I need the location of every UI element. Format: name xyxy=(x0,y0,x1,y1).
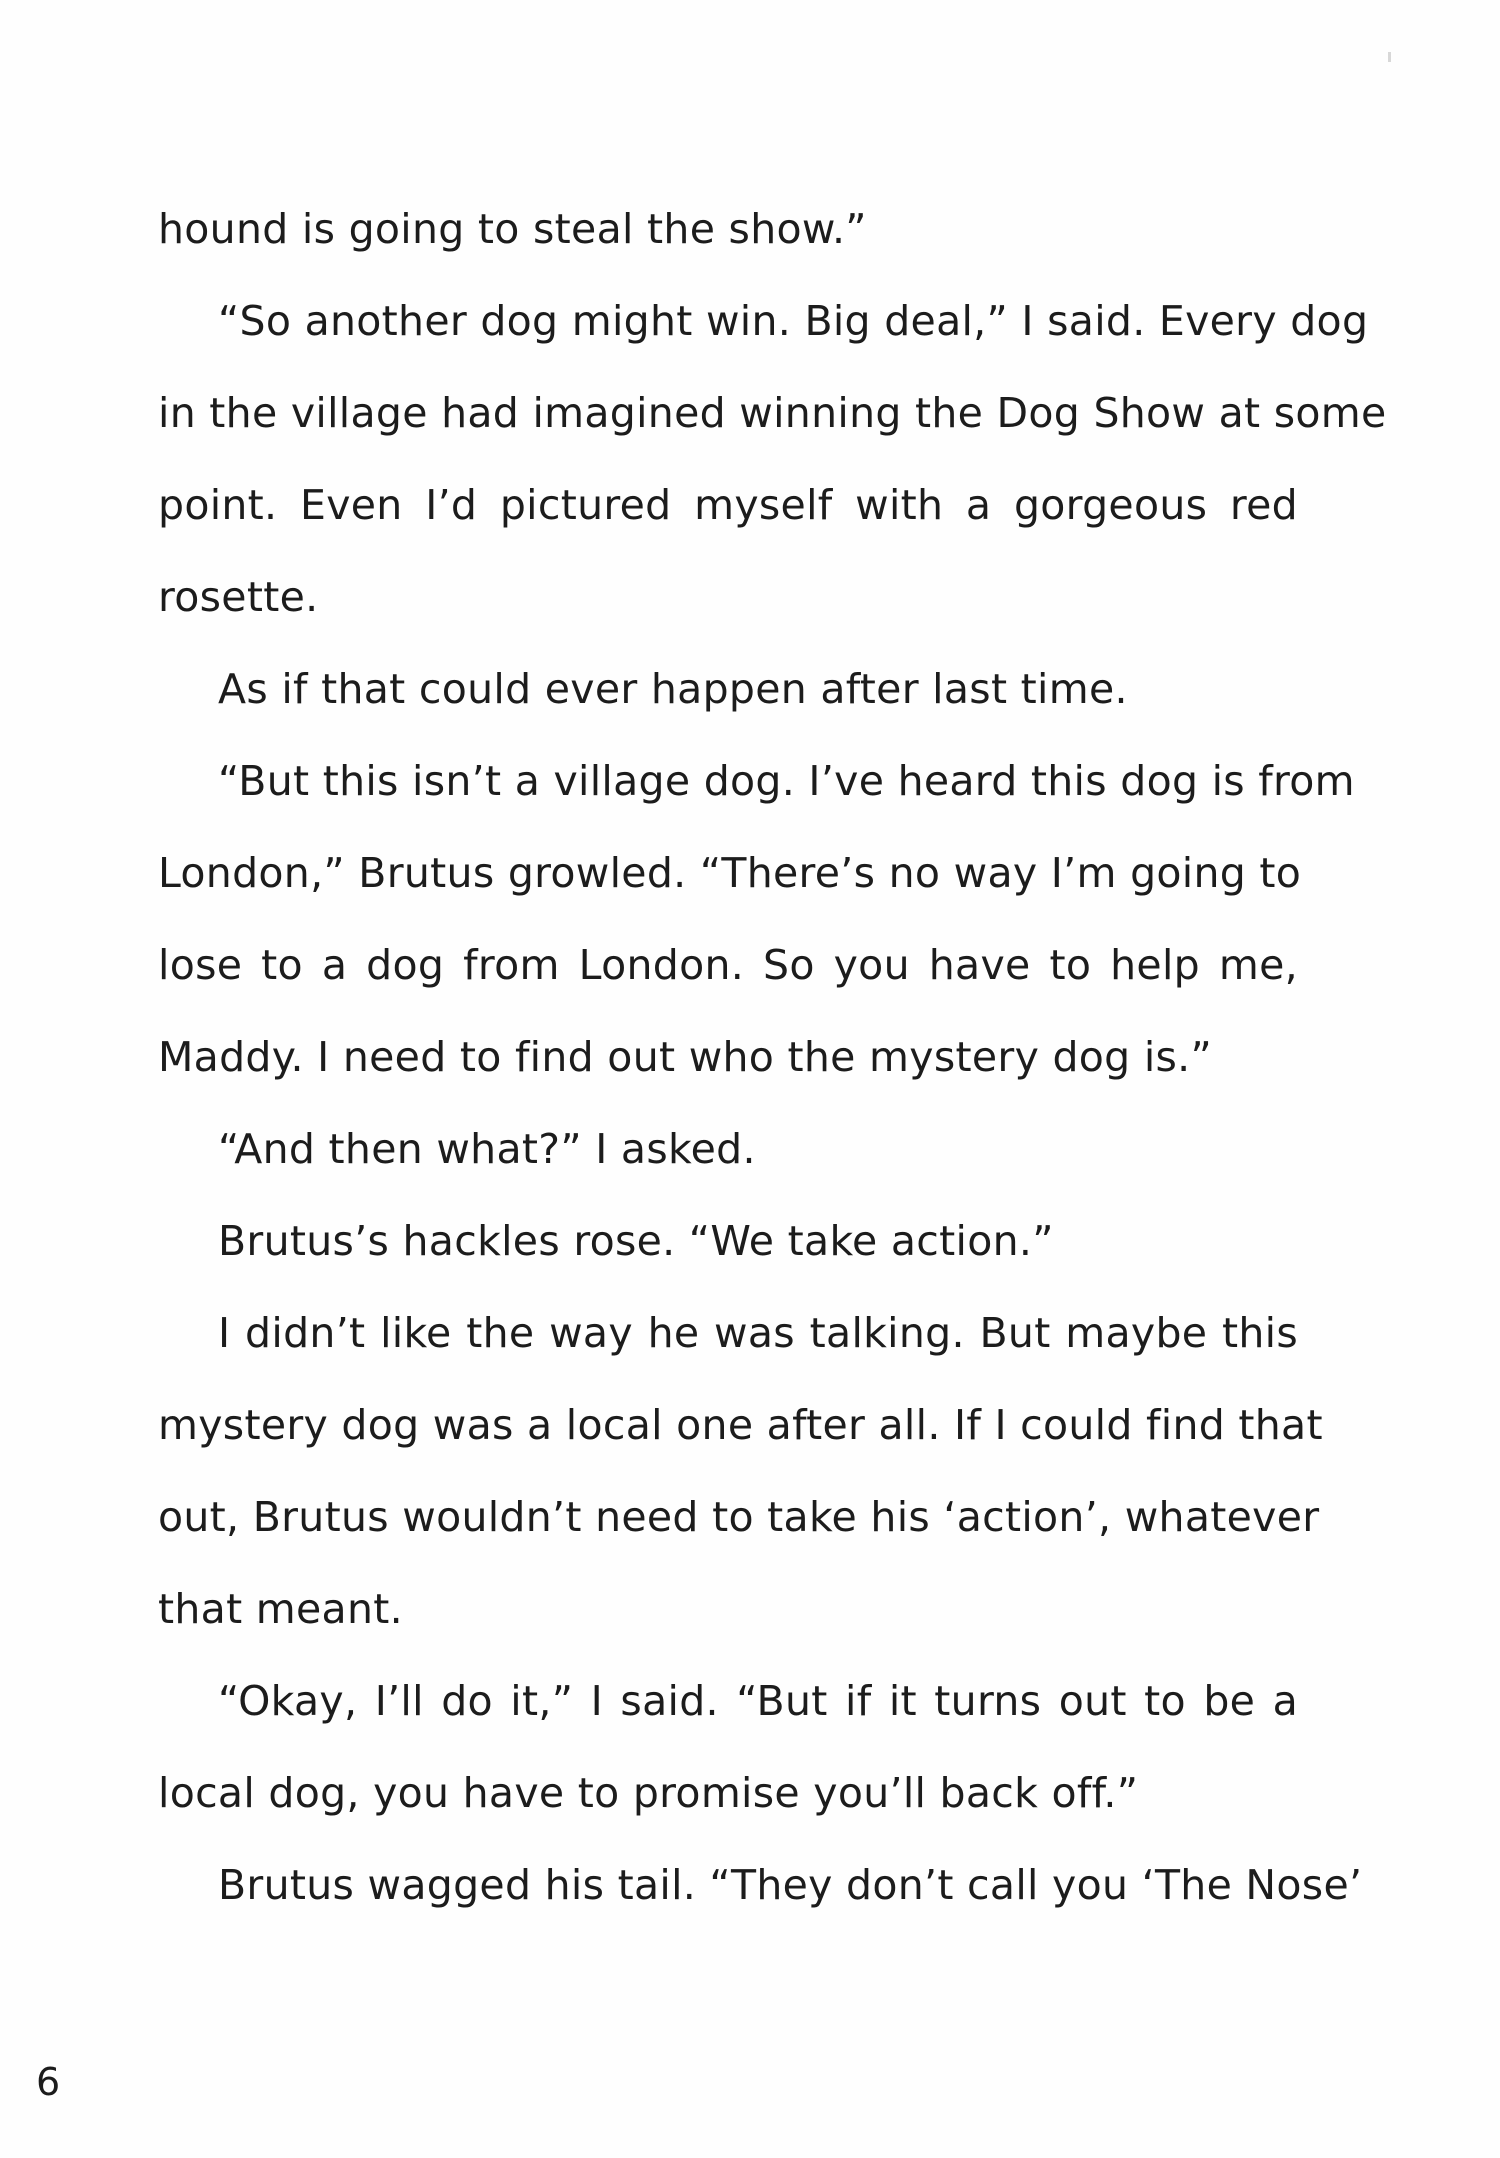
text-line: lose to a dog from London. So you have to help me, xyxy=(158,941,1298,989)
text-line: Brutus’s hackles rose. “We take action.” xyxy=(218,1217,1054,1265)
text-line: local dog, you have to promise you’ll back off.” xyxy=(158,1769,1139,1817)
text-line: Brutus wagged his tail. “They don’t call you ‘The Nose’ xyxy=(218,1861,1363,1909)
text-line: in the village had imagined winning the Dog Show at some xyxy=(158,389,1387,437)
text-line: “And then what?” I asked. xyxy=(218,1125,756,1173)
text-line: Maddy. I need to find out who the mystery dog is.” xyxy=(158,1033,1213,1081)
text-line: “But this isn’t a village dog. I’ve heard this dog is from xyxy=(218,757,1355,805)
text-line: “So another dog might win. Big deal,” I said. Every dog xyxy=(218,297,1369,345)
text-line: out, Brutus wouldn’t need to take his ‘action’, whatever xyxy=(158,1493,1320,1541)
text-line: London,” Brutus growled. “There’s no way I’m going to xyxy=(158,849,1302,897)
text-line: point. Even I’d pictured myself with a gorgeous red xyxy=(158,481,1298,529)
text-line: “Okay, I’ll do it,” I said. “But if it turns out to be a xyxy=(218,1677,1298,1725)
text-line: As if that could ever happen after last time. xyxy=(218,665,1128,713)
text-line: that meant. xyxy=(158,1585,403,1633)
text-line: hound is going to steal the show.” xyxy=(158,205,867,253)
text-line: rosette. xyxy=(158,573,319,621)
text-line: mystery dog was a local one after all. If I could find that xyxy=(158,1401,1323,1449)
page-number: 6 xyxy=(36,2060,61,2104)
text-line: I didn’t like the way he was talking. But maybe this xyxy=(218,1309,1298,1357)
story-text xyxy=(158,190,1387,1938)
scan-artifact-mark xyxy=(1388,52,1391,62)
